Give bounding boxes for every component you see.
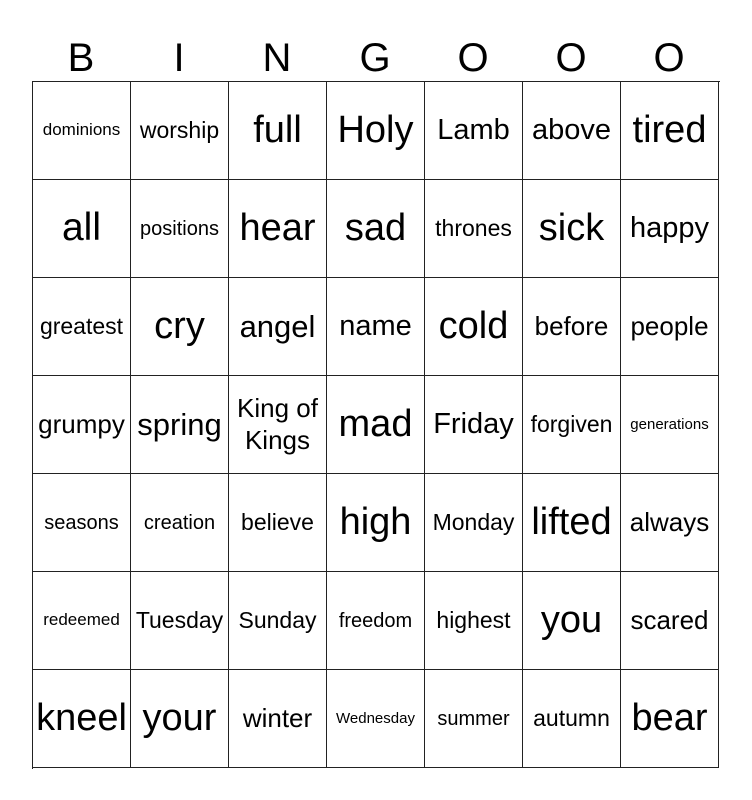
cell-word: highest: [436, 606, 511, 633]
cell-word: name: [339, 310, 412, 343]
bingo-cell: [229, 572, 327, 670]
cell-word: happy: [629, 212, 709, 245]
bingo-cell: [327, 180, 425, 278]
cell-word: mad: [338, 402, 413, 445]
bingo-cell: [425, 474, 523, 572]
cell-word: sick: [538, 206, 605, 249]
cell-word: hear: [239, 206, 316, 249]
cell-word: creation: [143, 511, 216, 534]
bingo-cell: [425, 180, 523, 278]
cell-word: you: [540, 598, 603, 641]
bingo-cell: [229, 474, 327, 572]
bingo-cell: [33, 572, 131, 670]
cell-word: Wednesday: [336, 709, 415, 727]
cell-word: Tuesday: [135, 606, 224, 633]
bingo-cell: [131, 376, 229, 474]
cell-word: forgiven: [530, 410, 613, 437]
cell-word: before: [534, 310, 609, 341]
cell-word: full: [253, 108, 302, 151]
bingo-cell: [621, 82, 719, 180]
bingo-cell: [621, 572, 719, 670]
cell-word: autumn: [533, 704, 610, 731]
bingo-cell: [33, 180, 131, 278]
cell-word: Lamb: [437, 114, 510, 147]
bingo-cell: [425, 82, 523, 180]
cell-word: King of Kings: [237, 393, 318, 455]
cell-word: generations: [630, 415, 709, 433]
cell-word: seasons: [44, 511, 119, 534]
cell-word: tired: [632, 108, 707, 151]
cell-word: high: [339, 500, 412, 543]
bingo-cell: [229, 376, 327, 474]
header-letter: B: [67, 36, 95, 80]
cell-word: bear: [631, 696, 708, 739]
cell-word: cold: [438, 304, 509, 347]
bingo-cell: [131, 474, 229, 572]
bingo-cell: [425, 376, 523, 474]
cell-word: sad: [344, 206, 407, 249]
bingo-cell: [131, 572, 229, 670]
bingo-cell: [621, 670, 719, 768]
bingo-cell: [327, 474, 425, 572]
cell-word: angel: [239, 308, 316, 344]
header-letter: O: [457, 36, 489, 80]
header-letter: I: [173, 36, 185, 80]
bingo-cell: [33, 278, 131, 376]
header-letter: O: [653, 36, 685, 80]
cell-word: greatest: [39, 312, 124, 339]
header-letter: G: [359, 36, 391, 80]
bingo-cell: [523, 474, 621, 572]
bingo-board: [32, 81, 720, 769]
bingo-cell: [327, 278, 425, 376]
header-letter: O: [555, 36, 587, 80]
bingo-cell: [229, 180, 327, 278]
bingo-cell: [523, 180, 621, 278]
bingo-cell: [621, 376, 719, 474]
bingo-header: [32, 34, 720, 82]
bingo-cell: [327, 82, 425, 180]
bingo-cell: [425, 572, 523, 670]
bingo-cell: [327, 572, 425, 670]
bingo-cell: [523, 376, 621, 474]
cell-word: freedom: [338, 609, 413, 632]
bingo-cell: [33, 82, 131, 180]
cell-word: redeemed: [43, 610, 120, 630]
bingo-cell: [131, 82, 229, 180]
bingo-cell: [131, 278, 229, 376]
bingo-cell: [229, 670, 327, 768]
cell-word: believe: [241, 508, 314, 535]
cell-word: winter: [242, 702, 313, 733]
bingo-cell: [621, 474, 719, 572]
bingo-cell: [229, 278, 327, 376]
bingo-cell: [425, 670, 523, 768]
bingo-cell: [523, 278, 621, 376]
cell-word: worship: [139, 116, 220, 143]
header-letter: N: [262, 36, 292, 80]
cell-word: spring: [137, 406, 222, 442]
cell-word: your: [142, 696, 217, 739]
cell-word: summer: [437, 707, 510, 730]
cell-word: Sunday: [238, 606, 317, 633]
bingo-cell: [327, 670, 425, 768]
bingo-cell: [425, 278, 523, 376]
cell-word: cry: [154, 304, 205, 347]
bingo-cell: [229, 82, 327, 180]
cell-word: grumpy: [38, 408, 125, 439]
bingo-cell: [33, 376, 131, 474]
cell-word: Friday: [433, 408, 514, 441]
cell-word: above: [531, 114, 611, 147]
cell-word: lifted: [531, 500, 612, 543]
bingo-cell: [131, 180, 229, 278]
bingo-cell: [523, 82, 621, 180]
cell-word: Holy: [337, 108, 414, 151]
bingo-cell: [523, 670, 621, 768]
cell-word: dominions: [42, 120, 121, 140]
cell-word: positions: [140, 217, 219, 240]
bingo-cell: [621, 278, 719, 376]
cell-word: all: [61, 206, 102, 250]
cell-word: kneel: [36, 696, 127, 739]
bingo-cell: [33, 670, 131, 768]
bingo-cell: [523, 572, 621, 670]
cell-word: people: [630, 310, 709, 341]
bingo-cell: [621, 180, 719, 278]
cell-word: Monday: [432, 508, 515, 535]
bingo-cell: [131, 670, 229, 768]
cell-word: thrones: [435, 214, 512, 241]
cell-word: always: [629, 506, 710, 537]
bingo-cell: [327, 376, 425, 474]
bingo-cell: [33, 474, 131, 572]
cell-word: scared: [630, 604, 709, 635]
